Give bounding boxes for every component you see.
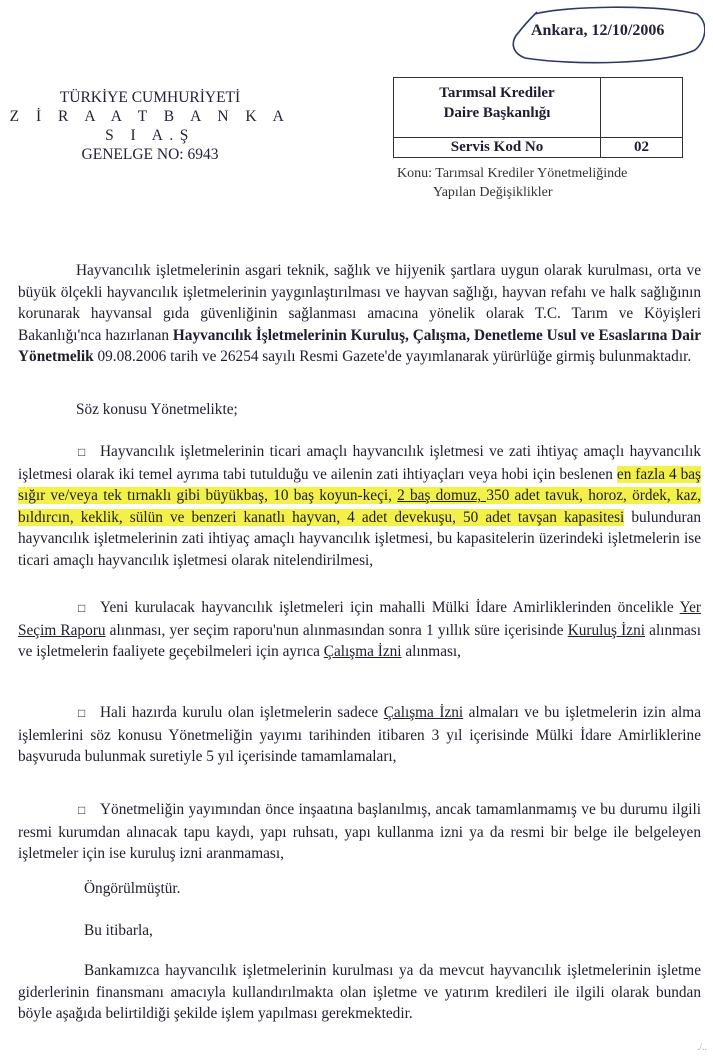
institution-header xyxy=(0,88,300,164)
underlined-term: Çalışma İzni xyxy=(323,643,402,661)
department-box xyxy=(393,77,683,158)
soz-konusu xyxy=(18,399,701,421)
intro-paragraph xyxy=(18,260,701,368)
circular-number: GENELGE NO: 6943 xyxy=(81,146,219,163)
bullet1-text-end: bulunduran hayvancılık işletmelerinin zati ihtiyaç amaçlı hayvancılık işletmesi, bu kapasitelerin üzerindeki işletmelerin ise ticari amaçlı hayvancılık işletmesi olarak nitelendirilmesi, xyxy=(18,508,702,569)
bu-itibarla xyxy=(18,920,701,942)
highlighted-text: en fazla 4 baş sığır ve/veya tek tırnaklı gibi büyükbaş, 10 baş koyun-keçi, xyxy=(18,465,701,505)
bullet-paragraph-2 xyxy=(18,597,701,663)
checkbox-bullet-icon: □ xyxy=(78,706,86,720)
department-cell xyxy=(394,78,601,138)
intro-text-end: 09.08.2006 tarih ve 26254 sayılı Resmi Gazete'de yayımlanarak yürürlüğe girmiş bulunmaktadır. xyxy=(93,348,692,366)
bu-itibarla-text: Bu itibarla, xyxy=(84,922,153,939)
subject-line2: Yapılan Değişiklikler xyxy=(433,185,553,200)
subject-line1: Konu: Tarımsal Krediler Yönetmeliğinde xyxy=(397,166,628,181)
empty-cell xyxy=(601,78,683,138)
department-line1: Tarımsal Krediler xyxy=(439,85,555,101)
bullet-paragraph-4 xyxy=(18,799,701,865)
underlined-term: Çalışma İzni xyxy=(383,704,464,721)
ongorulmustur-text: Öngörülmüştür. xyxy=(84,880,181,897)
bullet-paragraph-1 xyxy=(18,441,701,572)
org-name-line1: TÜRKİYE CUMHURİYETİ xyxy=(59,89,241,106)
bullet2-text-2: alınması, yer seçim raporu'nun alınmasından sonra 1 yıllık süre içerisinde xyxy=(105,621,568,639)
bullet3-text-2: almaları ve bu işletmelerin izin alma işlemlerini söz konusu Yönetmeliğin yayımı tarihinden itibaren 3 yıl içerisinde Mülki İdare Amirliklerine başvuruda bulunmak suretiyle 5 yıl içerisinde tamamlamaları, xyxy=(18,704,701,766)
checkbox-bullet-icon: □ xyxy=(78,803,86,817)
continued-mark: ./.. xyxy=(696,1042,707,1053)
closing-paragraph xyxy=(18,960,701,1025)
intro-text: Hayvancılık işletmelerinin asgari teknik, sağlık ve hijyenik şartlara uygun olarak kurulması, orta ve büyük ölçekli hayvancılık işletmelerinin yaygınlaştırılması ve hayvan sağlığı, hayvan refahı ve halk sağlığının korunarak hayvansal gıda güvenliğinin sağlanması amacına yönelik olarak T.C. Tarım ve Köyişleri Bakanlığı'nca hazırlanan xyxy=(18,262,701,344)
highlighted-text-2: 350 adet tavuk, horoz, ördek, kaz, bıldırcın, keklik, sülün ve benzeri kanatlı hayvan, 4 adet devekuşu, 50 adet tavşan kapasitesi xyxy=(18,487,702,526)
underlined-term: Kuruluş İzni xyxy=(567,621,645,639)
checkbox-bullet-icon: □ xyxy=(78,601,86,615)
subject xyxy=(397,164,627,202)
bullet1-text: Hayvancılık işletmelerinin ticari amaçlı hayvancılık işletmesi ve zati ihtiyaç amaçlı hayvancılık işletmesi olarak iki temel ayrıma tabi tutulduğu ve ailenin zati ihtiyaçları veya hobi için beslenen xyxy=(18,443,701,483)
highlighted-underlined-text: 2 baş domuz, xyxy=(397,487,487,505)
underlined-term: Yer Seçim Raporu xyxy=(18,599,701,639)
bullet2-text-4: alınması, xyxy=(401,643,462,661)
service-code-label: Servis Kod No xyxy=(394,138,601,158)
closing-text: Bankamızca hayvancılık işletmelerinin kurulması ya da mevcut hayvancılık işletmelerinin işletme giderlerinin finansmanı amacıyla kullandırılmakta olan işletme ve yatırım kredileri ile ilgili olarak bundan böyle aşağıda belirtildiği şekilde işlem yapılması gerekmektedir. xyxy=(18,962,701,1023)
soz-konusu-text: Söz konusu Yönetmelikte; xyxy=(76,401,238,418)
org-name-line2: Z İ R A A T B A N K A S I A.Ş xyxy=(9,108,291,144)
checkbox-bullet-icon: □ xyxy=(78,445,86,459)
department-line2: Daire Başkanlığı xyxy=(443,105,551,121)
bullet4-text: Yönetmeliğin yayımından önce inşaatına başlanılmış, ancak tamamlanmamış ve bu durumu ilgili resmi kurumdan alınacak tapu kaydı, yapı ruhsatı, yapı kullanma izni ya da resmi bir belge ile belgeleyen işletmeler için ise kuruluş izni aranmaması, xyxy=(18,801,701,863)
bullet2-text: Yeni kurulacak hayvancılık işletmeleri için mahalli Mülki İdare Amirliklerinden öncelikle xyxy=(100,599,680,616)
document-date: Ankara, 12/10/2006 xyxy=(531,22,665,39)
regulation-title: Hayvancılık İşletmelerinin Kuruluş, Çalışma, Denetleme Usul ve Esaslarına Dair Yönetmelik xyxy=(18,326,701,366)
bullet2-text-3: alınması ve işletmelerin faaliyete geçebilmeleri için ayrıca xyxy=(18,621,702,661)
bullet-paragraph-3 xyxy=(18,702,701,768)
ongorulmustur xyxy=(18,878,701,900)
bullet3-text: Hali hazırda kurulu olan işletmelerin sadece xyxy=(100,704,384,721)
service-code-value: 02 xyxy=(601,138,683,158)
date-stamp xyxy=(505,2,705,66)
